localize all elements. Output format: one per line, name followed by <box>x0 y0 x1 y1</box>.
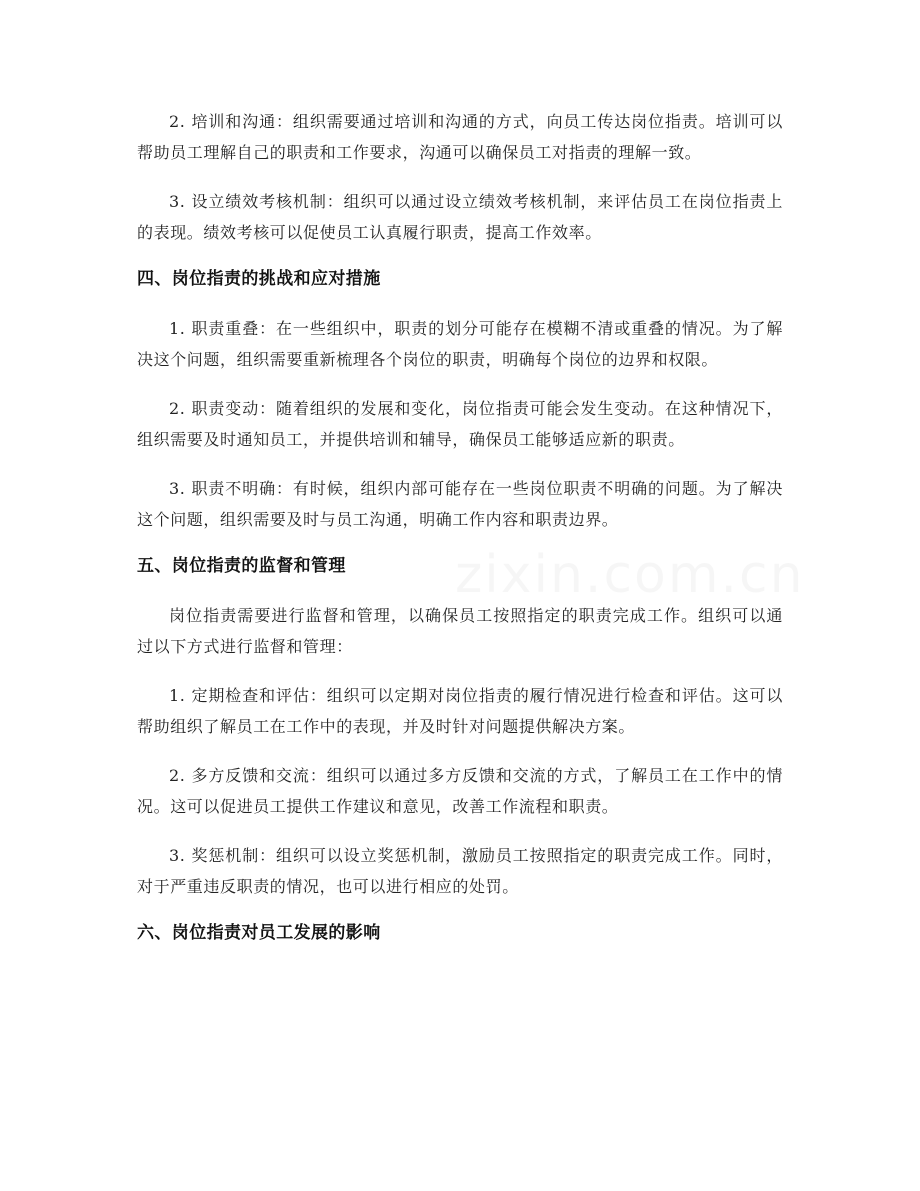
paragraph-supervision-intro: 岗位指责需要进行监督和管理，以确保员工按照指定的职责完成工作。组织可以通过以下方式进行监督和管理： <box>137 606 783 656</box>
section-heading-challenges: 四、岗位指责的挑战和应对措施 <box>137 269 381 289</box>
section-heading-employee-development: 六、岗位指责对员工发展的影响 <box>137 923 381 943</box>
paragraph-reward-punishment: 3. 奖惩机制：组织可以设立奖惩机制，激励员工按照指定的职责完成工作。同时，对于严重违反职责的情况，也可以进行相应的处罚。 <box>137 846 783 896</box>
paragraph-duty-unclear: 3. 职责不明确：有时候，组织内部可能存在一些岗位职责不明确的问题。为了解决这个问题，组织需要及时与员工沟通，明确工作内容和职责边界。 <box>137 479 783 529</box>
section-heading-supervision: 五、岗位指责的监督和管理 <box>137 556 346 576</box>
document-body <box>137 106 783 967</box>
paragraph-duty-change: 2. 职责变动：随着组织的发展和变化，岗位指责可能会发生变动。在这种情况下，组织需要及时通知员工，并提供培训和辅导，确保员工能够适应新的职责。 <box>137 399 783 449</box>
paragraph-duty-overlap: 1. 职责重叠：在一些组织中，职责的划分可能存在模糊不清或重叠的情况。为了解决这个问题，组织需要重新梳理各个岗位的职责，明确每个岗位的边界和权限。 <box>137 319 783 369</box>
paragraph-feedback-exchange: 2. 多方反馈和交流：组织可以通过多方反馈和交流的方式，了解员工在工作中的情况。这可以促进员工提供工作建议和意见，改善工作流程和职责。 <box>137 766 783 816</box>
paragraph-performance-appraisal: 3. 设立绩效考核机制：组织可以通过设立绩效考核机制，来评估员工在岗位指责上的表现。绩效考核可以促使员工认真履行职责，提高工作效率。 <box>137 192 783 242</box>
paragraph-training-communication: 2. 培训和沟通：组织需要通过培训和沟通的方式，向员工传达岗位指责。培训可以帮助员工理解自己的职责和工作要求，沟通可以确保员工对指责的理解一致。 <box>137 112 783 162</box>
paragraph-periodic-review: 1. 定期检查和评估：组织可以定期对岗位指责的履行情况进行检查和评估。这可以帮助组织了解员工在工作中的表现，并及时针对问题提供解决方案。 <box>137 686 783 736</box>
